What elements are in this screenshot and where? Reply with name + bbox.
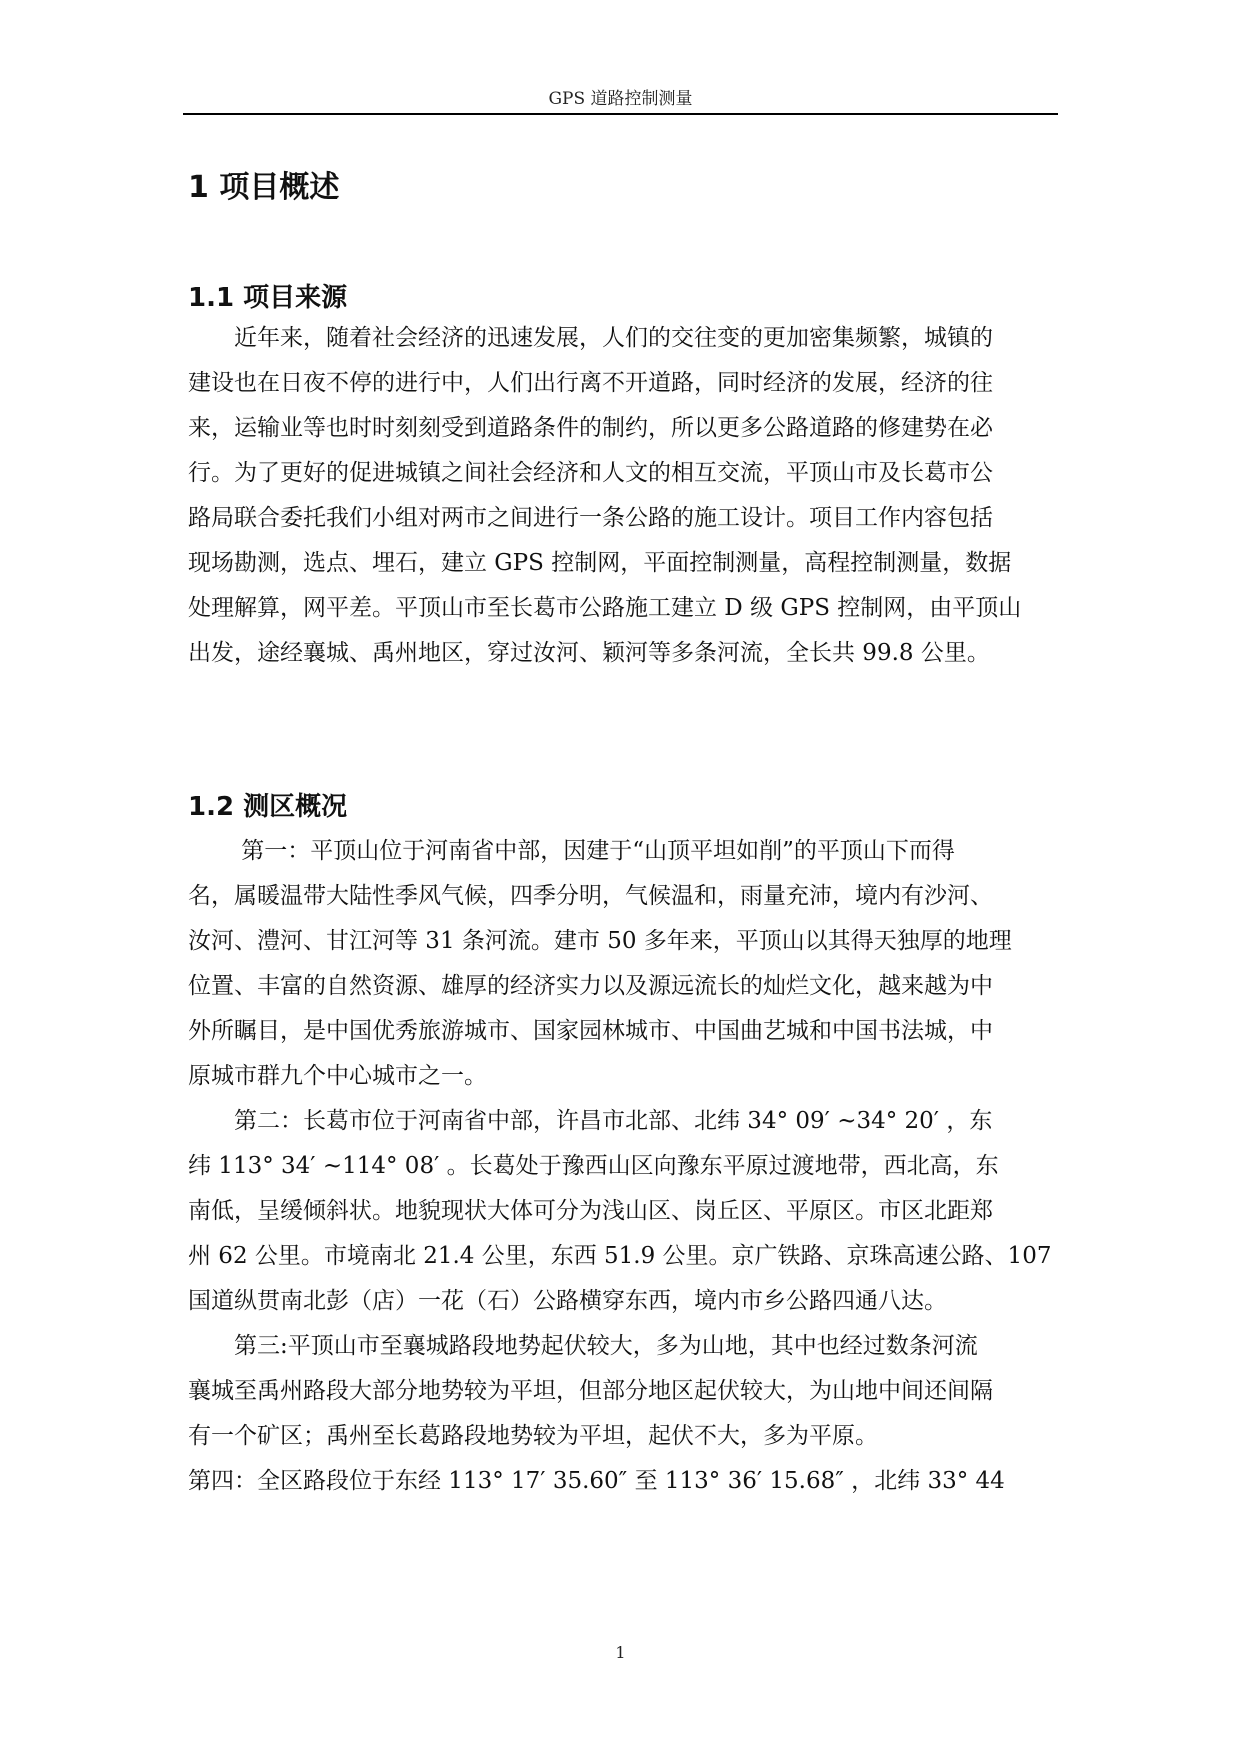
body-line: 原城市群九个中心城市之一。 xyxy=(188,1063,487,1089)
chapter-heading: 1 项目概述 xyxy=(188,170,340,205)
body-line: 建设也在日夜不停的进行中，人们出行离不开道路，同时经济的发展，经济的往 xyxy=(188,370,993,396)
body-line: 第一：平顶山位于河南省中部，因建于“山顶平坦如削”的平顶山下而得 xyxy=(188,838,955,864)
body-line: 第三:平顶山市至襄城路段地势起伏较大，多为山地，其中也经过数条河流 xyxy=(188,1333,978,1359)
body-line: 国道纵贯南北彭（店）一花（石）公路横穿东西，境内市乡公路四通八达。 xyxy=(188,1288,947,1314)
body-line: 现场勘测，选点、埋石，建立 GPS 控制网，平面控制测量，高程控制测量，数据 xyxy=(188,550,1012,576)
header-rule xyxy=(183,113,1058,115)
body-line: 出发，途经襄城、禹州地区，穿过汝河、颖河等多条河流，全长共 99.8 公里。 xyxy=(188,640,990,666)
body-line: 州 62 公里。市境南北 21.4 公里，东西 51.9 公里。京广铁路、京珠高速公路、107 xyxy=(188,1243,1052,1269)
body-line: 襄城至禹州路段大部分地势较为平坦，但部分地区起伏较大，为山地中间还间隔 xyxy=(188,1378,993,1404)
body-line: 来，运输业等也时时刻刻受到道路条件的制约，所以更多公路道路的修建势在必 xyxy=(188,415,993,441)
body-line: 纬 113° 34′ ~114° 08′ 。长葛处于豫西山区向豫东平原过渡地带，西北高，东 xyxy=(188,1153,999,1179)
body-line: 行。为了更好的促进城镇之间社会经济和人文的相互交流，平顶山市及长葛市公 xyxy=(188,460,993,486)
body-line: 南低，呈缓倾斜状。地貌现状大体可分为浅山区、岗丘区、平原区。市区北距郑 xyxy=(188,1198,993,1224)
body-line: 第四：全区路段位于东经 113° 17′ 35.60″ 至 113° 36′ 15.68″ ，北纬 33° 44 xyxy=(188,1468,1005,1494)
body-line: 外所瞩目，是中国优秀旅游城市、国家园林城市、中国曲艺城和中国书法城，中 xyxy=(188,1018,993,1044)
body-line: 名，属暖温带大陆性季风气候，四季分明，气候温和，雨量充沛，境内有沙河、 xyxy=(188,883,993,909)
page-number: 1 xyxy=(615,1643,626,1662)
body-line: 汝河、澧河、甘江河等 31 条河流。建市 50 多年来，平顶山以其得天独厚的地理 xyxy=(188,928,1012,954)
body-line: 路局联合委托我们小组对两市之间进行一条公路的施工设计。项目工作内容包括 xyxy=(188,505,993,531)
body-line: 近年来，随着社会经济的迅速发展，人们的交往变的更加密集频繁，城镇的 xyxy=(188,325,993,351)
body-line: 位置、丰富的自然资源、雄厚的经济实力以及源远流长的灿烂文化，越来越为中 xyxy=(188,973,993,999)
section-heading-project-source: 1.1 项目来源 xyxy=(188,283,348,313)
body-line: 处理解算，网平差。平顶山市至长葛市公路施工建立 D 级 GPS 控制网，由平顶山 xyxy=(188,595,1022,621)
body-line: 有一个矿区；禹州至长葛路段地势较为平坦，起伏不大，多为平原。 xyxy=(188,1423,878,1449)
running-header: GPS 道路控制测量 xyxy=(548,89,693,109)
body-line: 第二：长葛市位于河南省中部，许昌市北部、北纬 34° 09′ ~34° 20′ ，东 xyxy=(188,1108,993,1134)
section-heading-survey-area: 1.2 测区概况 xyxy=(188,792,348,822)
